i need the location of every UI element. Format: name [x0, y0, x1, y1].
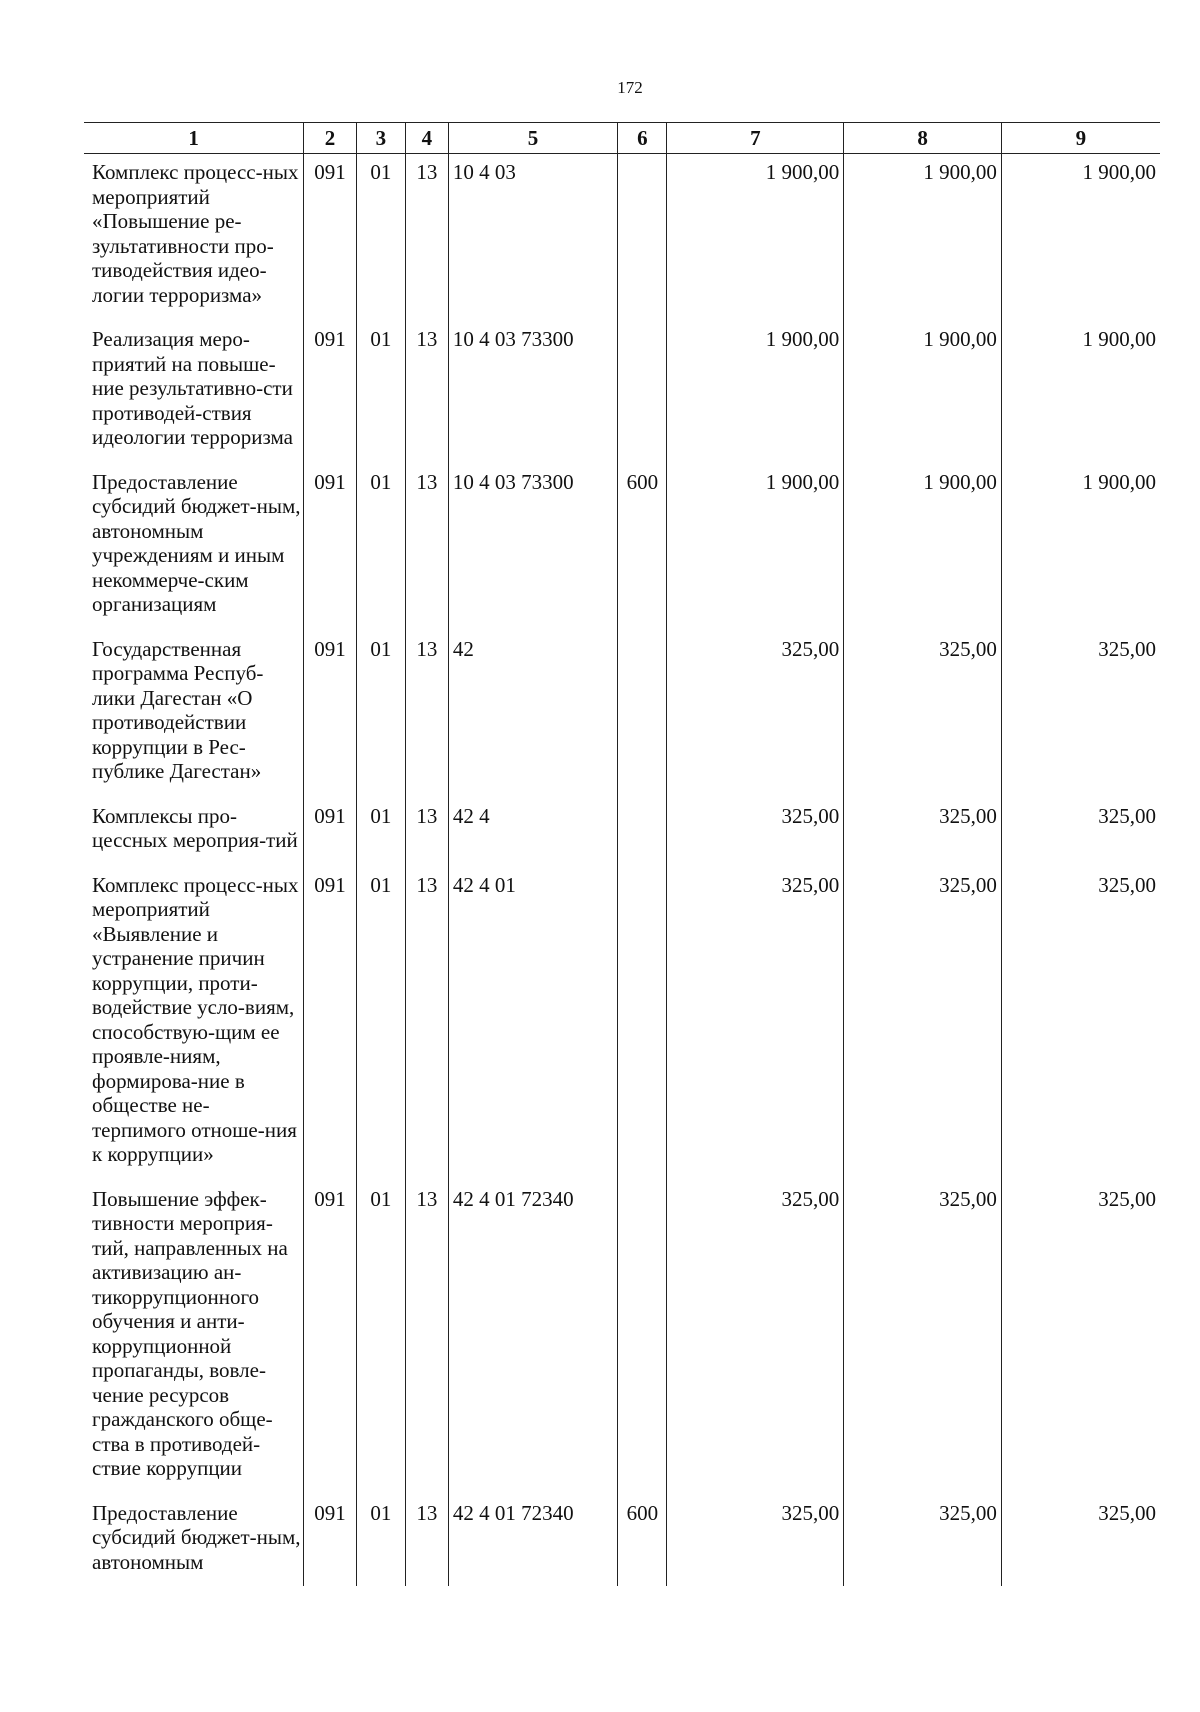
cell-amount-col9: 325,00	[1001, 1181, 1160, 1495]
page-number: 172	[617, 78, 643, 97]
table-row	[84, 464, 1160, 631]
table-row	[84, 867, 1160, 1181]
cell-section-code: 01	[356, 464, 405, 631]
cell-ministry-code: 091	[304, 321, 357, 464]
cell-ministry-code: 091	[304, 631, 357, 798]
table-row	[84, 798, 1160, 867]
cell-subsection-code: 13	[405, 464, 448, 631]
cell-expense-type	[618, 154, 667, 322]
cell-amount-col8: 1 900,00	[844, 154, 1002, 322]
cell-target-article: 42 4 01	[448, 867, 617, 1181]
cell-name: Комплекс процесс-ных мероприятий «Выявление и устранение причин коррупции, проти-водействие усло-виям, способствую-щим ее проявле-ниям, формирова-ние в обществе не-терпимого отноше-ния к коррупции»	[92, 872, 299, 1166]
cell-target-article: 42 4 01 72340	[448, 1181, 617, 1495]
cell-ministry-code: 091	[304, 867, 357, 1181]
cell-subsection-code: 13	[405, 867, 448, 1181]
cell-amount-col8: 325,00	[844, 631, 1002, 798]
column-header-1: 1	[84, 123, 304, 154]
cell-name: Предоставление субсидий бюджет-ным, автономным	[92, 1500, 301, 1574]
cell-section-code: 01	[356, 867, 405, 1181]
cell-section-code: 01	[356, 154, 405, 322]
cell-amount-col9: 325,00	[1001, 798, 1160, 867]
cell-subsection-code: 13	[405, 798, 448, 867]
column-header-3: 3	[356, 123, 405, 154]
cell-expense-type: 600	[618, 464, 667, 631]
cell-amount-col7: 1 900,00	[667, 154, 844, 322]
cell-name: Комплекс процесс-ных мероприятий «Повышение ре-зультативности про-тиводействия идео-логии терроризма»	[92, 160, 299, 307]
cell-target-article: 10 4 03 73300	[448, 464, 617, 631]
column-header-7: 7	[667, 123, 844, 154]
cell-amount-col8: 1 900,00	[844, 464, 1002, 631]
cell-section-code: 01	[356, 631, 405, 798]
cell-expense-type	[618, 321, 667, 464]
cell-name: Повышение эффек-тивности мероприя-тий, направленных на активизацию ан-тикоррупционного обучения и анти-коррупционной пропаганды, вовле-чение ресурсов гражданского обще-ства в противодей-ствие коррупции	[92, 1186, 288, 1480]
cell-name: Комплексы про-цессных мероприя-тий	[92, 803, 298, 852]
budget-table	[84, 122, 1160, 1586]
cell-expense-type	[618, 1181, 667, 1495]
cell-expense-type	[618, 798, 667, 867]
cell-amount-col7: 325,00	[667, 1495, 844, 1587]
column-header-2: 2	[304, 123, 357, 154]
column-header-4: 4	[405, 123, 448, 154]
cell-amount-col7: 325,00	[667, 867, 844, 1181]
column-header-5: 5	[448, 123, 617, 154]
cell-target-article: 42 4 01 72340	[448, 1495, 617, 1587]
cell-subsection-code: 13	[405, 631, 448, 798]
table-row	[84, 631, 1160, 798]
cell-name: Государственная программа Респуб-лики Дагестан «О противодействии коррупции в Рес-публике Дагестан»	[92, 636, 264, 783]
cell-ministry-code: 091	[304, 1495, 357, 1587]
cell-ministry-code: 091	[304, 1181, 357, 1495]
cell-subsection-code: 13	[405, 1495, 448, 1587]
column-header-9: 9	[1001, 123, 1160, 154]
cell-amount-col7: 325,00	[667, 631, 844, 798]
cell-target-article: 10 4 03 73300	[448, 321, 617, 464]
cell-expense-type	[618, 867, 667, 1181]
cell-amount-col9: 325,00	[1001, 1495, 1160, 1587]
column-header-8: 8	[844, 123, 1002, 154]
cell-expense-type: 600	[618, 1495, 667, 1587]
cell-amount-col8: 325,00	[844, 1181, 1002, 1495]
cell-amount-col7: 325,00	[667, 798, 844, 867]
cell-amount-col8: 325,00	[844, 798, 1002, 867]
cell-target-article: 10 4 03	[448, 154, 617, 322]
cell-section-code: 01	[356, 321, 405, 464]
cell-subsection-code: 13	[405, 154, 448, 322]
cell-section-code: 01	[356, 1181, 405, 1495]
cell-subsection-code: 13	[405, 1181, 448, 1495]
cell-ministry-code: 091	[304, 154, 357, 322]
cell-name: Реализация меро-приятий на повыше-ние результативно-сти противодей-ствия идеологии терроризма	[92, 327, 293, 449]
cell-amount-col7: 1 900,00	[667, 464, 844, 631]
table-row	[84, 1495, 1160, 1587]
cell-target-article: 42	[448, 631, 617, 798]
cell-amount-col8: 325,00	[844, 1495, 1002, 1587]
cell-amount-col9: 1 900,00	[1001, 321, 1160, 464]
cell-amount-col8: 325,00	[844, 867, 1002, 1181]
cell-target-article: 42 4	[448, 798, 617, 867]
table-row	[84, 1181, 1160, 1495]
cell-subsection-code: 13	[405, 321, 448, 464]
cell-expense-type	[618, 631, 667, 798]
cell-amount-col7: 325,00	[667, 1181, 844, 1495]
column-header-6: 6	[618, 123, 667, 154]
cell-section-code: 01	[356, 1495, 405, 1587]
table-row	[84, 154, 1160, 322]
cell-section-code: 01	[356, 798, 405, 867]
cell-name: Предоставление субсидий бюджет-ным, автономным учреждениям и иным некоммерче-ским организациям	[92, 469, 301, 616]
table-header-row	[84, 123, 1160, 154]
cell-ministry-code: 091	[304, 798, 357, 867]
table-row	[84, 321, 1160, 464]
cell-amount-col9: 1 900,00	[1001, 154, 1160, 322]
cell-amount-col7: 1 900,00	[667, 321, 844, 464]
cell-amount-col9: 1 900,00	[1001, 464, 1160, 631]
cell-ministry-code: 091	[304, 464, 357, 631]
cell-amount-col8: 1 900,00	[844, 321, 1002, 464]
cell-amount-col9: 325,00	[1001, 631, 1160, 798]
cell-amount-col9: 325,00	[1001, 867, 1160, 1181]
